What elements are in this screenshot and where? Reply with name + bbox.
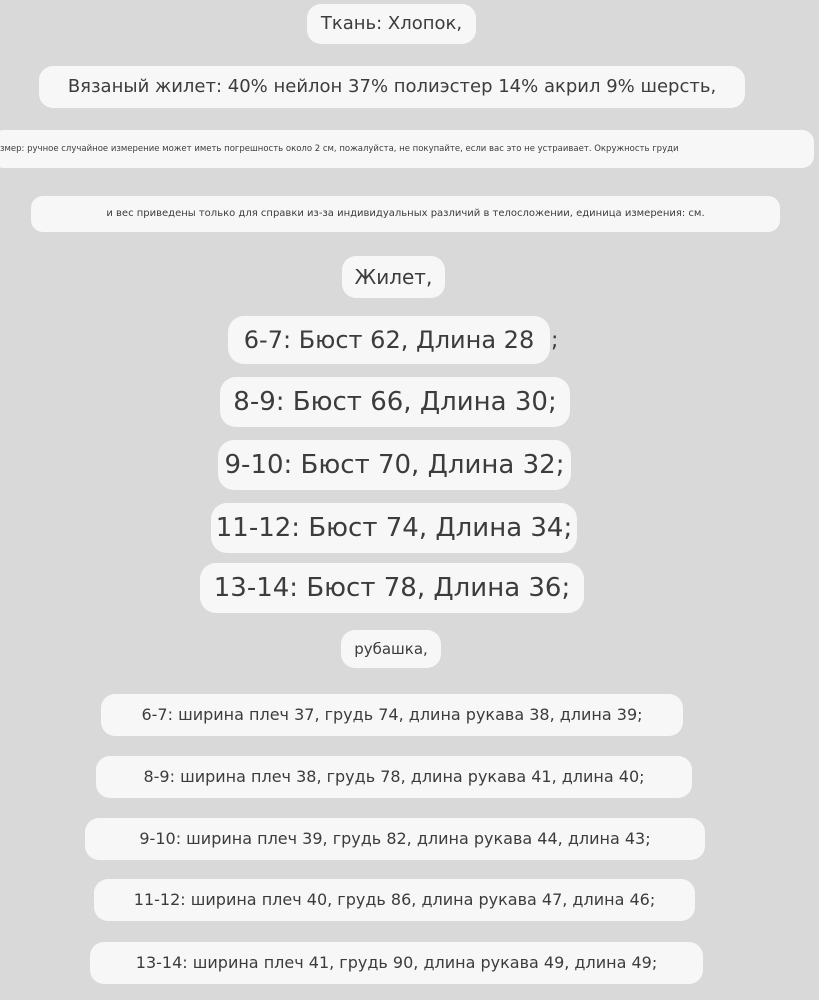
knit-vest-composition: Вязаный жилет: 40% нейлон 37% полиэстер 14% акрил 9% шерсть,: [39, 66, 745, 108]
size-note-line-2: и вес приведены только для справки из-за индивидуальных различий в телосложении, единица измерения: см.: [31, 196, 780, 232]
vest-size-row: 11-12: Бюст 74, Длина 34;: [211, 503, 577, 553]
shirt-size-row: 13-14: ширина плеч 41, грудь 90, длина рукава 49, длина 49;: [90, 942, 703, 984]
shirt-heading: рубашка,: [341, 630, 441, 668]
shirt-size-row: 11-12: ширина плеч 40, грудь 86, длина рукава 47, длина 46;: [94, 879, 695, 921]
vest-size-row: 8-9: Бюст 66, Длина 30;: [220, 377, 570, 427]
vest-heading: Жилет,: [342, 256, 445, 298]
fabric-label: Ткань: Хлопок,: [307, 4, 476, 44]
vest-size-row: 6-7: Бюст 62, Длина 28: [228, 316, 550, 364]
size-note-line-1: змер: ручное случайное измерение может иметь погрешность около 2 см, пожалуйста, не покупайте, если вас это не устраивает. Окружность груди: [0, 130, 814, 168]
shirt-size-row: 9-10: ширина плеч 39, грудь 82, длина рукава 44, длина 43;: [85, 818, 705, 860]
shirt-size-row: 6-7: ширина плеч 37, грудь 74, длина рукава 38, длина 39;: [101, 694, 683, 736]
vest-row-trailing-semicolon: ;: [551, 328, 559, 353]
vest-size-row: 9-10: Бюст 70, Длина 32;: [218, 440, 571, 490]
shirt-size-row: 8-9: ширина плеч 38, грудь 78, длина рукава 41, длина 40;: [96, 756, 692, 798]
vest-size-row: 13-14: Бюст 78, Длина 36;: [200, 563, 584, 613]
